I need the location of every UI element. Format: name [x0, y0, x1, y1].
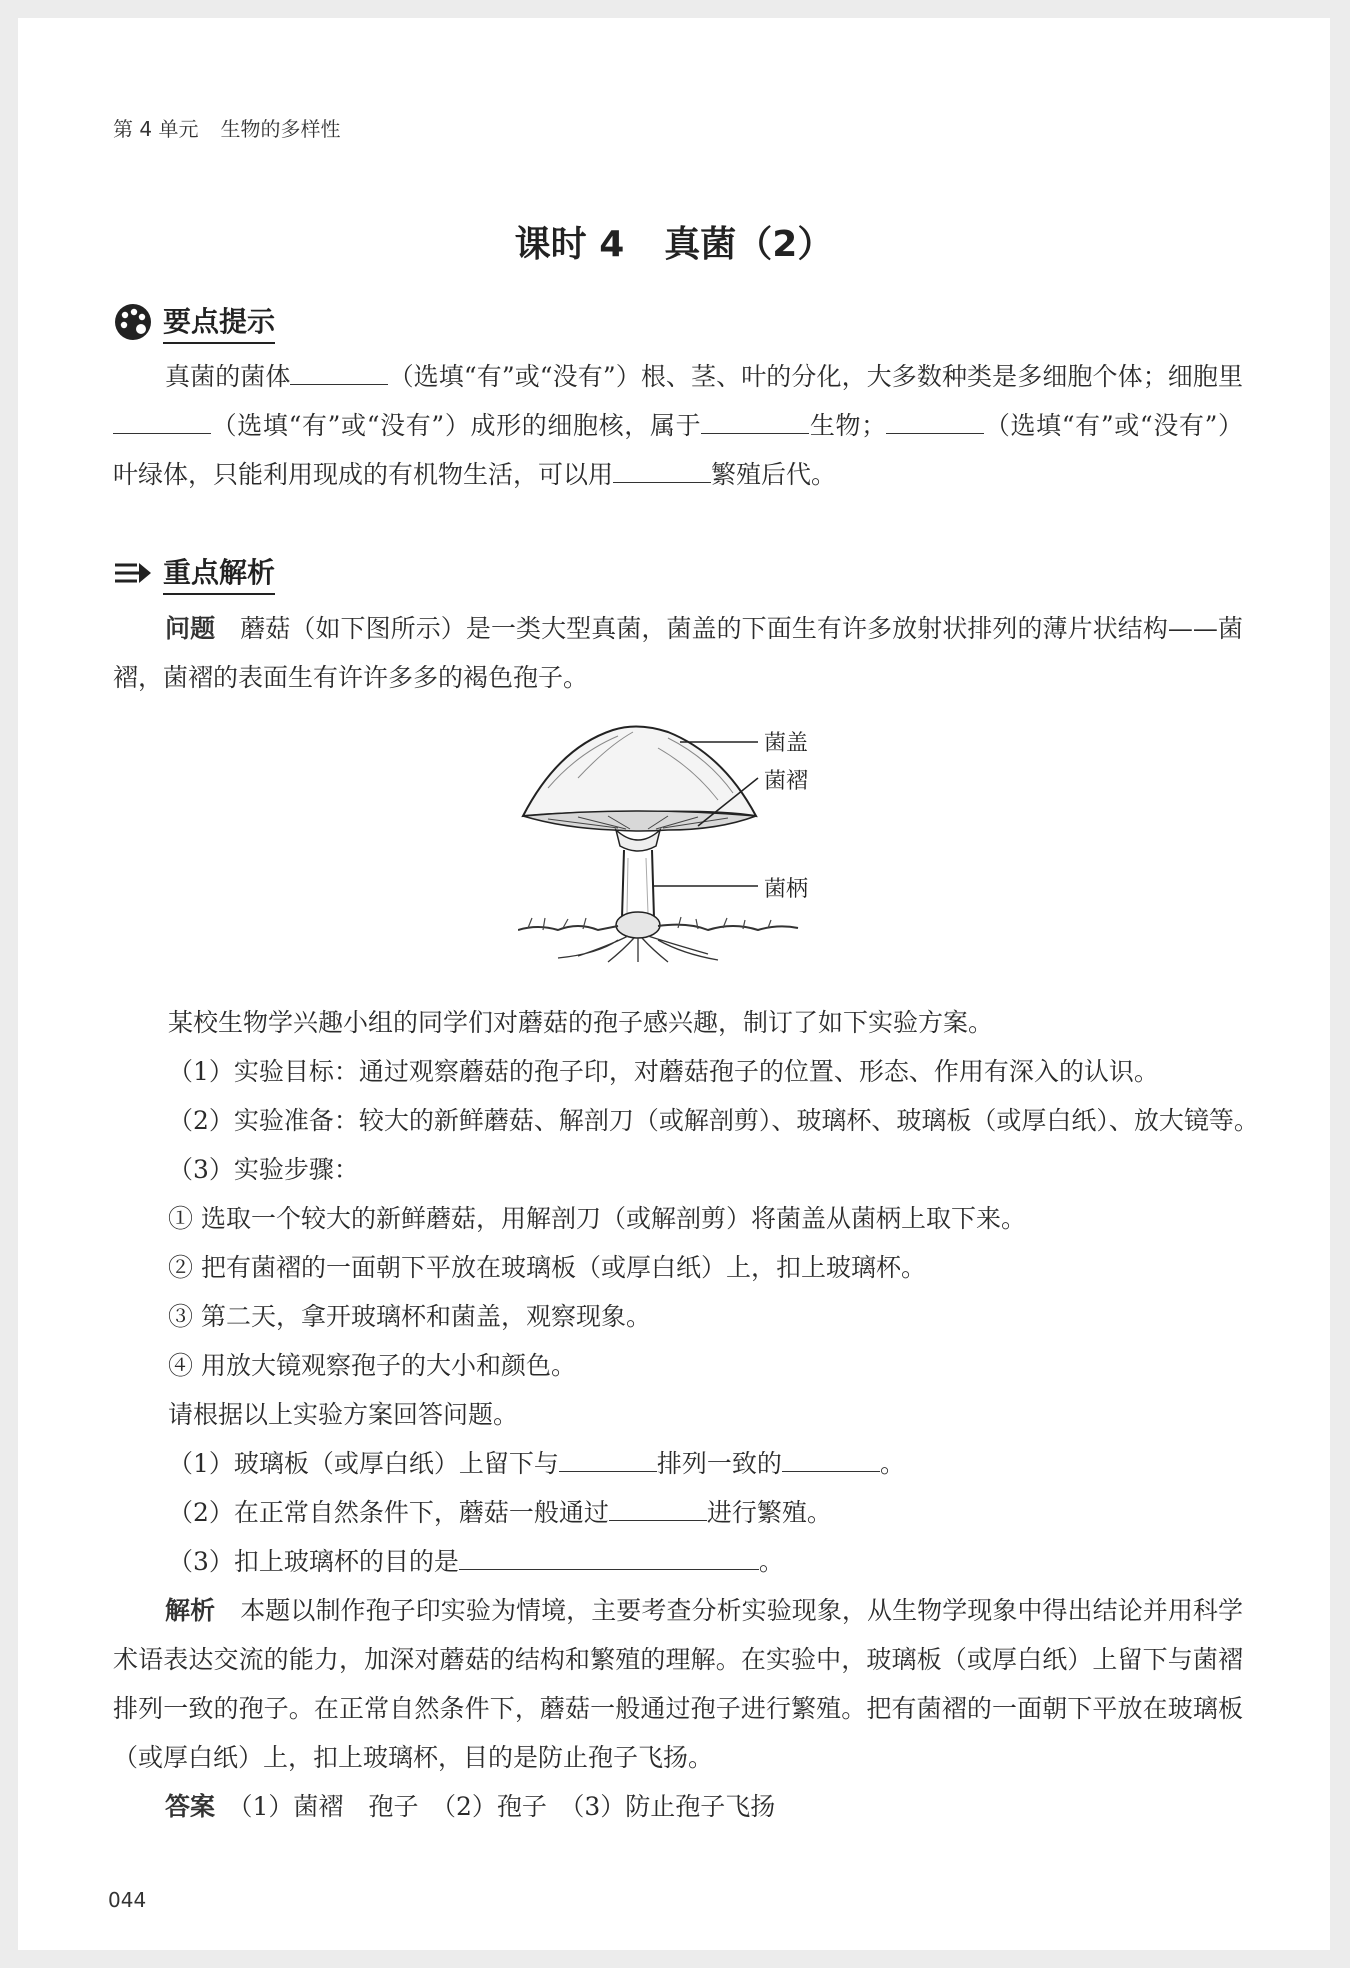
- page: [18, 18, 1330, 1950]
- arrow-lines-icon: [113, 557, 153, 589]
- lesson-topic: 真菌（2）: [664, 224, 834, 265]
- question-1: （1）玻璃板（或厚白纸）上留下与 排列一致的 。: [168, 1449, 905, 1478]
- answer-line: [113, 1782, 1243, 1831]
- question-3: （3）扣上玻璃杯的目的是 。: [168, 1547, 784, 1576]
- fill-blank[interactable]: [113, 411, 211, 434]
- answer-label: 答案: [165, 1792, 216, 1821]
- question-2: （2）在正常自然条件下，蘑菇一般通过 进行繁殖。: [168, 1498, 832, 1527]
- solution-text: 本题以制作孢子印实验为情境，主要考查分析实验现象，从生物学现象中得出结论并用科学术语表达交流的能力，加深对蘑菇的结构和繁殖的理解。在实验中，玻璃板（或厚白纸）上留下与菌褶排列一致的孢子。在正常自然条件下，蘑菇一般通过孢子进行繁殖。把有菌褶的一面朝下平放在玻璃板（或厚白纸）上，扣上玻璃杯，目的是防止孢子飞扬。: [113, 1596, 1243, 1772]
- key-points-title: 要点提示: [163, 300, 275, 344]
- fill-blank[interactable]: [886, 411, 984, 434]
- gills-label: 菌褶: [764, 769, 809, 794]
- lesson-number: 课时 4: [514, 224, 625, 265]
- experiment-prompt: 请根据以上实验方案回答问题。: [168, 1400, 519, 1429]
- experiment-step-4: ④ 用放大镜观察孢子的大小和颜色。: [168, 1351, 576, 1380]
- experiment-step-3: ③ 第二天，拿开玻璃杯和菌盖，观察现象。: [168, 1302, 651, 1331]
- experiment-step-2: ② 把有菌褶的一面朝下平放在玻璃板（或厚白纸）上，扣上玻璃杯。: [168, 1253, 926, 1282]
- fill-blank[interactable]: [613, 460, 711, 483]
- lesson-title: [18, 216, 1330, 267]
- fill-blank[interactable]: [459, 1547, 759, 1570]
- experiment-item-2: （2）实验准备：较大的新鲜蘑菇、解剖刀（或解剖剪）、玻璃杯、玻璃板（或厚白纸）、放大镜等。: [168, 1106, 1259, 1135]
- analysis-heading: [113, 551, 275, 595]
- question-paragraph: [113, 604, 1243, 702]
- experiment-intro: 某校生物学兴趣小组的同学们对蘑菇的孢子感兴趣，制订了如下实验方案。: [168, 1008, 994, 1037]
- fill-blank[interactable]: [559, 1449, 657, 1472]
- solution-label: 解析: [165, 1596, 216, 1625]
- page-number: 044: [108, 1888, 147, 1912]
- stem-label: 菌柄: [764, 877, 809, 902]
- fill-blank[interactable]: [782, 1449, 880, 1472]
- cap-label: 菌盖: [764, 731, 809, 756]
- fill-blank[interactable]: [701, 411, 809, 434]
- fill-blank[interactable]: [290, 362, 388, 385]
- key-points-text: 真菌的菌体 （选填“有”或“没有”）根、茎、叶的分化，大多数种类是多细胞个体；细胞里（选填“有”或“没有”）成形的细胞核，属于 生物； （选填“有”或“没有”）叶绿体，只能利用现成的有机物生活，可以用 繁殖后代。: [113, 362, 1244, 489]
- solution-paragraph: [113, 1586, 1243, 1782]
- mushroom-figure: [518, 718, 848, 963]
- key-points-heading: [113, 300, 275, 344]
- experiment-item-3: （3）实验步骤：: [168, 1155, 359, 1184]
- running-head: [113, 113, 340, 142]
- analysis-title: 重点解析: [163, 551, 275, 595]
- unit-number: 第 4 单元: [113, 117, 199, 141]
- question-label: 问题: [165, 614, 216, 643]
- experiment-step-1: ① 选取一个较大的新鲜蘑菇，用解剖刀（或解剖剪）将菌盖从菌柄上取下来。: [168, 1204, 1026, 1233]
- experiment-item-1: （1）实验目标：通过观察蘑菇的孢子印，对蘑菇孢子的位置、形态、作用有深入的认识。: [168, 1057, 1159, 1086]
- unit-title: 生物的多样性: [220, 117, 341, 141]
- fill-blank[interactable]: [609, 1498, 707, 1521]
- answer-text: （1）菌褶 孢子 （2）孢子 （3）防止孢子飞扬: [240, 1792, 776, 1821]
- question-text: 蘑菇（如下图所示）是一类大型真菌，菌盖的下面生有许多放射状排列的薄片状结构——菌褶，菌褶的表面生有许许多多的褐色孢子。: [113, 614, 1243, 692]
- palette-icon: [113, 302, 153, 342]
- experiment-block: [168, 998, 1259, 1586]
